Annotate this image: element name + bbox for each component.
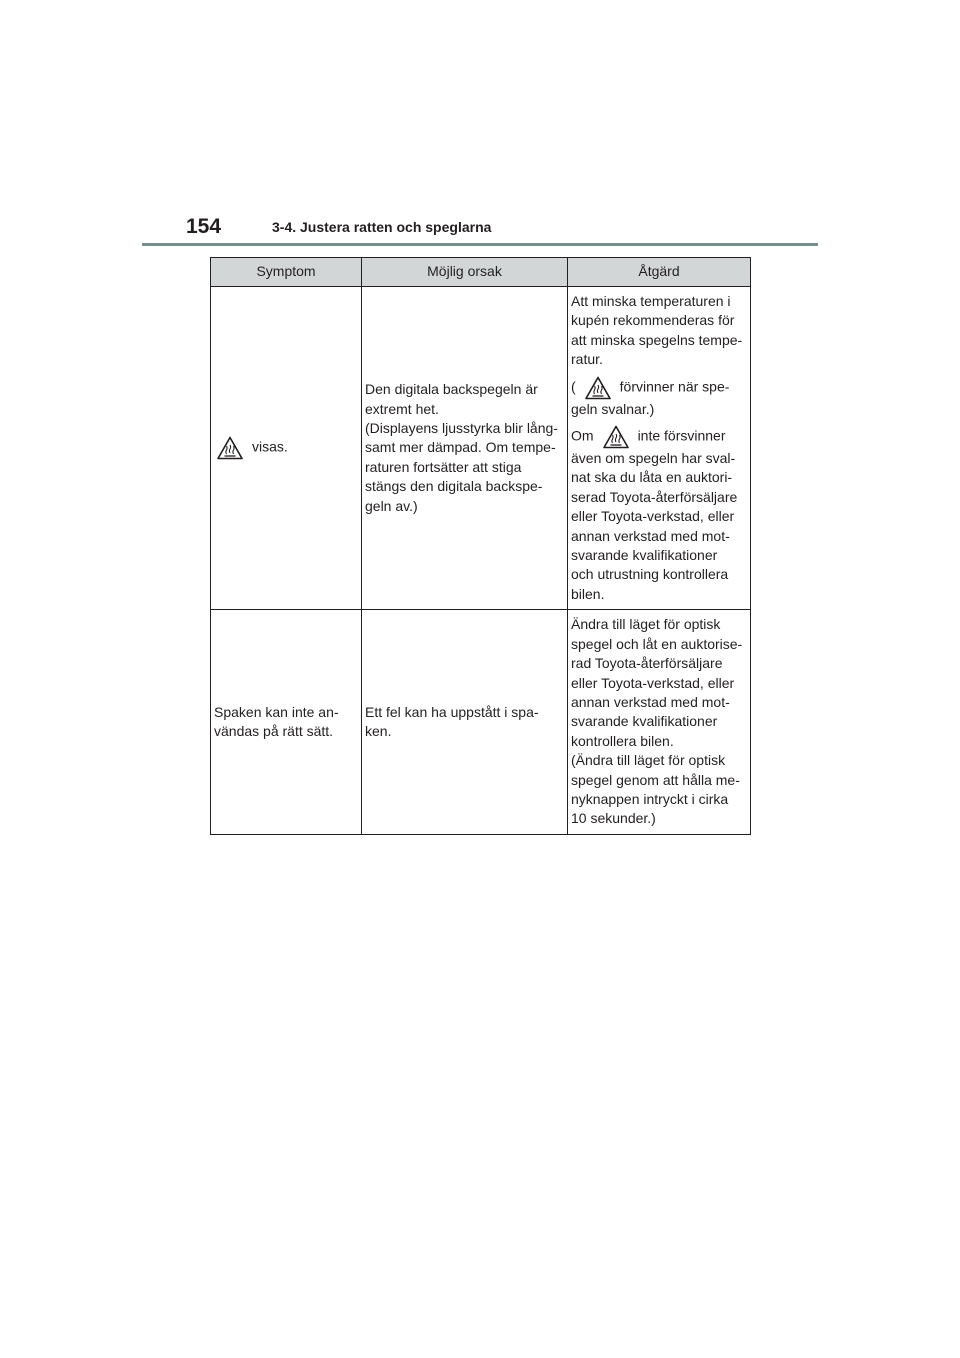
header-divider [142, 243, 818, 246]
symptom-text: visas. [252, 438, 288, 455]
column-header-symptom: Symptom [211, 258, 362, 287]
remedy-cell [568, 287, 751, 610]
high-temperature-warning-icon [217, 436, 243, 460]
remedy-paragraph [571, 425, 747, 604]
remedy-text: även om spegeln har sval- nat ska du låta en auktori- serad Toyota-återförsäljare eller Toyota-verkstad, eller annan verkstad med mot- svarande kvalifikationer och utrustning kontrollera bilen. [571, 450, 738, 602]
section-title: 3-4. Justera ratten och speglarna [272, 219, 492, 235]
table-row [211, 610, 751, 834]
remedy-paragraph: Att minska temperaturen i kupén rekommenderas för att minska spegelns tempe- ratur. [571, 293, 743, 368]
high-temperature-warning-icon [603, 425, 629, 449]
column-header-remedy: Åtgärd [568, 258, 751, 287]
remedy-text: geln svalnar.) [571, 400, 655, 417]
page-number: 154 [186, 215, 222, 238]
high-temperature-warning-icon [585, 376, 611, 400]
remedy-paragraph [571, 376, 747, 419]
remedy-text: ( [571, 378, 576, 395]
remedy-text: förvinner när spe- [619, 378, 730, 395]
remedy-cell: Ändra till läget för optisk spegel och låt en auktorise- rad Toyota-återförsäljare eller Toyota-verkstad, eller annan verkstad med mot- svarande kvalifikationer kontrollera bilen. (Ändra till läget för optisk spegel genom att hålla me- nyknappen intryckt i cirka 10 sekunder.) [568, 610, 751, 834]
symptom-cell [211, 287, 362, 610]
table-row [211, 287, 751, 610]
cause-cell: Den digitala backspegeln är extremt het. (Displayens ljusstyrka blir lång- samt mer dämpad. Om tempe- raturen fortsätter att stiga stängs den digitala backspe- geln av.) [362, 287, 568, 610]
troubleshooting-table [210, 257, 751, 835]
remedy-text: Om [571, 427, 594, 444]
symptom-cell: Spaken kan inte an- vändas på rätt sätt. [211, 610, 362, 834]
table-header-row [211, 258, 751, 287]
remedy-text: inte försvinner [637, 427, 726, 444]
column-header-cause: Möjlig orsak [362, 258, 568, 287]
cause-cell: Ett fel kan ha uppstått i spa- ken. [362, 610, 568, 834]
